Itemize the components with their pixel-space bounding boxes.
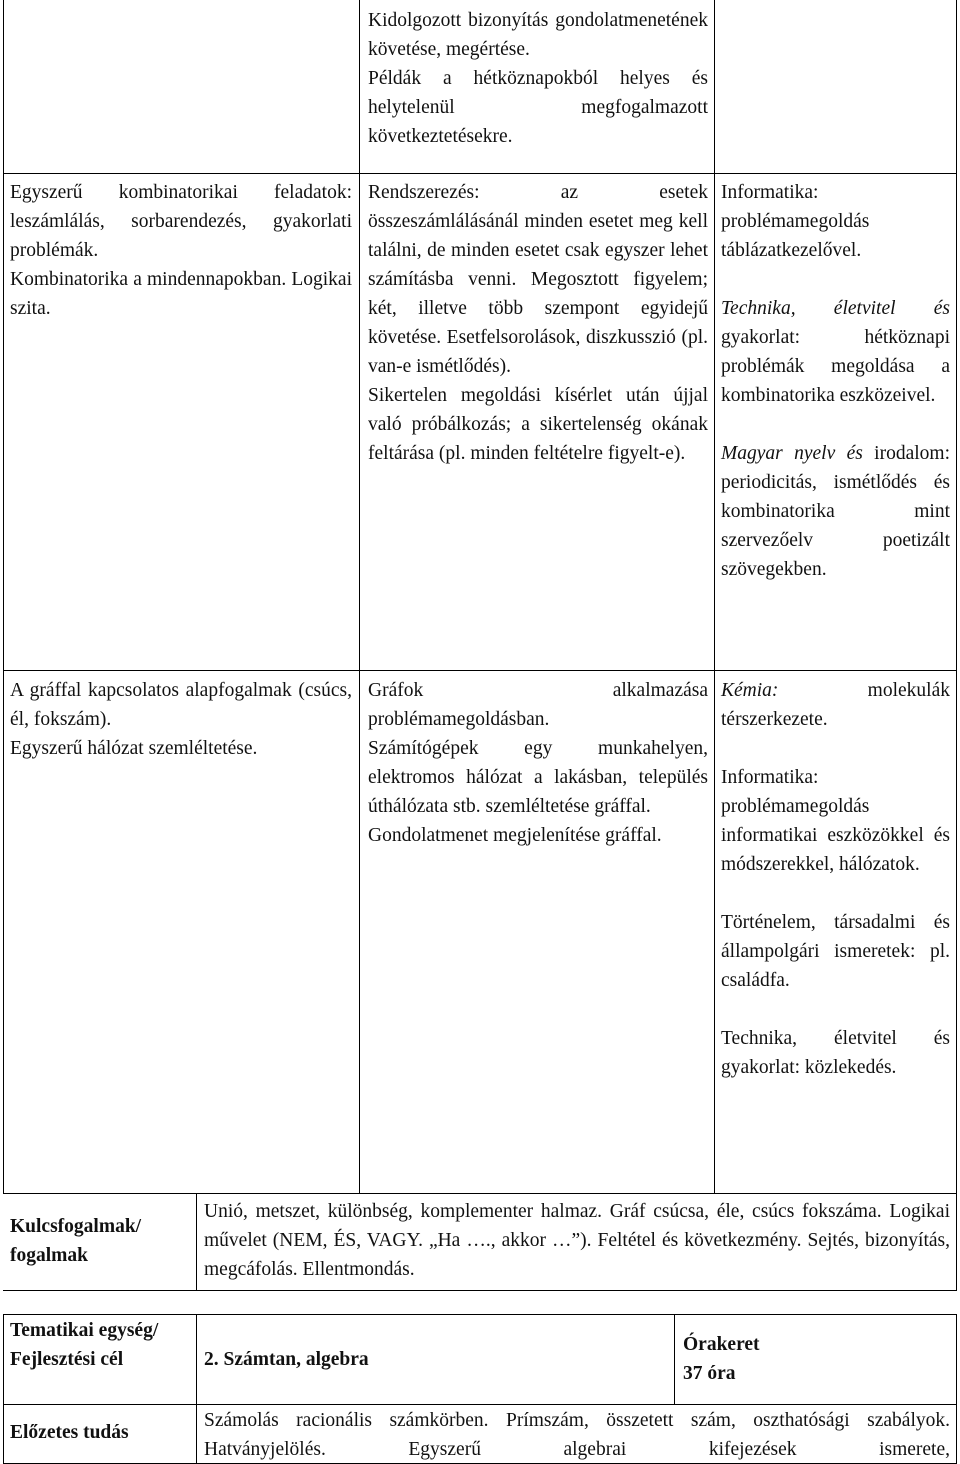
table-border-row3: [3, 1193, 957, 1194]
paragraph: Kidolgozott bizonyítás gondolatmenetének követése, megértése.: [368, 10, 708, 60]
paragraph: Sikertelen megoldási kísérlet után újjal való próbálkozás; a sikertelenség okának feltárása (pl. minden feltételre figyelt-e).: [368, 385, 708, 464]
row3-col2: [368, 676, 708, 850]
link-text: molekulák térszerkezete.: [721, 680, 950, 730]
paragraph: Gráfok alkalmazása problémamegoldásban.: [368, 680, 708, 730]
tematikai-title: 2. Számtan, algebra: [204, 1349, 369, 1370]
link-text: Technika, életvitel és gyakorlat: közlekedés.: [721, 1028, 950, 1078]
elozetes-label: Előzetes tudás: [10, 1422, 129, 1443]
table-border-row1: [3, 173, 957, 174]
table-border-col2: [714, 0, 715, 1193]
table2-top: [3, 1314, 957, 1315]
cross-curricular-link: [721, 178, 950, 265]
link-text: gyakorlat: hétköznapi problémák megoldása a kombinatorika eszközeivel.: [721, 327, 950, 406]
paragraph: Számítógépek egy munkahelyen, elektromos hálózat a lakásban, település úthálózata stb. szemléltetése gráffal.: [368, 738, 708, 817]
table2-right: [956, 1314, 957, 1464]
subject-name: Informatika:: [721, 182, 819, 203]
paragraph: Egyszerű kombinatorikai feladatok: leszámlálás, sorbarendezés, gyakorlati problémák.: [10, 182, 352, 261]
table2-ora-divider: [674, 1314, 675, 1404]
subject-name: Kémia:: [721, 680, 779, 701]
link-text: irodalom: periodicitás, ismétlődés és kombinatorika mint szervezőelv poetizált szövegekben.: [721, 443, 950, 580]
row1-col2: [368, 6, 708, 151]
table-border-left: [3, 0, 4, 1193]
cross-curricular-link: [721, 294, 950, 410]
table-border-col1: [359, 0, 360, 1193]
row2-col3: [721, 178, 950, 584]
cross-curricular-link: [721, 676, 950, 734]
row2-col2: [368, 178, 708, 468]
kulcs-label: Kulcsfogalmak/ fogalmak: [10, 1216, 142, 1266]
subject-name: Magyar nyelv és: [721, 443, 863, 464]
row3-col3: [721, 676, 950, 1082]
paragraph: Rendszerezés: az esetek összeszámlálásánál minden esetet meg kell találni, de minden esetet csak egyszer lehet számításba venni. Megosztott figyelem; két, illetve több szempont egyidejű követése. Esetfelsorolások, diszkusszió (pl. van-e ismétlődés).: [368, 182, 708, 377]
tematikai-label: Tematikai egység/ Fejlesztési cél: [10, 1320, 159, 1370]
cross-curricular-link: [721, 439, 950, 584]
row3-col1: [10, 676, 352, 763]
paragraph: Példák a hétköznapokból helyes és helytelenül megfogalmazott következtetésekre.: [368, 68, 708, 147]
link-text: Történelem, társadalmi és állampolgári ismeretek: pl. családfa.: [721, 912, 950, 991]
kulcs-text: Unió, metszet, különbség, komplementer halmaz. Gráf csúcsa, éle, csúcs fokszáma. Logikai művelet (NEM, ÉS, VAGY. „Ha …., akkor …”). Feltétel és következmény. Sejtés, bizonyítás, megcáfolás. Ellentmondás.: [204, 1201, 950, 1280]
link-text: Informatika: problémamegoldás informatikai eszközökkel és módszerekkel, hálózatok.: [721, 767, 950, 875]
kulcs-divider: [196, 1193, 197, 1290]
paragraph: Gondolatmenet megjelenítése gráffal.: [368, 825, 662, 846]
orakeret-value: 37 óra: [683, 1363, 736, 1384]
table2-label-divider: [196, 1314, 197, 1464]
table2-row-divider: [3, 1404, 957, 1405]
cross-curricular-link: [721, 763, 950, 879]
elozetes-text: Számolás racionális számkörben. Prímszám, összetett szám, oszthatósági szabályok. Hatványjelölés. Egyszerű algebrai kifejezések ismerete,: [204, 1410, 950, 1460]
table-border-row2: [3, 670, 957, 671]
table2-left: [3, 1314, 4, 1464]
paragraph: Kombinatorika a mindennapokban. Logikai szita.: [10, 269, 352, 319]
orakeret-label: Órakeret: [683, 1334, 760, 1355]
table-border-right: [956, 0, 957, 1290]
subject-name: Technika, életvitel és: [721, 298, 950, 319]
cross-curricular-link: [721, 908, 950, 995]
cross-curricular-link: [721, 1024, 950, 1082]
paragraph: A gráffal kapcsolatos alapfogalmak (csúcs, él, fokszám).: [10, 680, 352, 730]
table-border-bottom: [3, 1290, 957, 1291]
link-text: problémamegoldás táblázatkezelővel.: [721, 211, 870, 261]
paragraph: Egyszerű hálózat szemléltetése.: [10, 738, 258, 759]
row2-col1: [10, 178, 352, 323]
